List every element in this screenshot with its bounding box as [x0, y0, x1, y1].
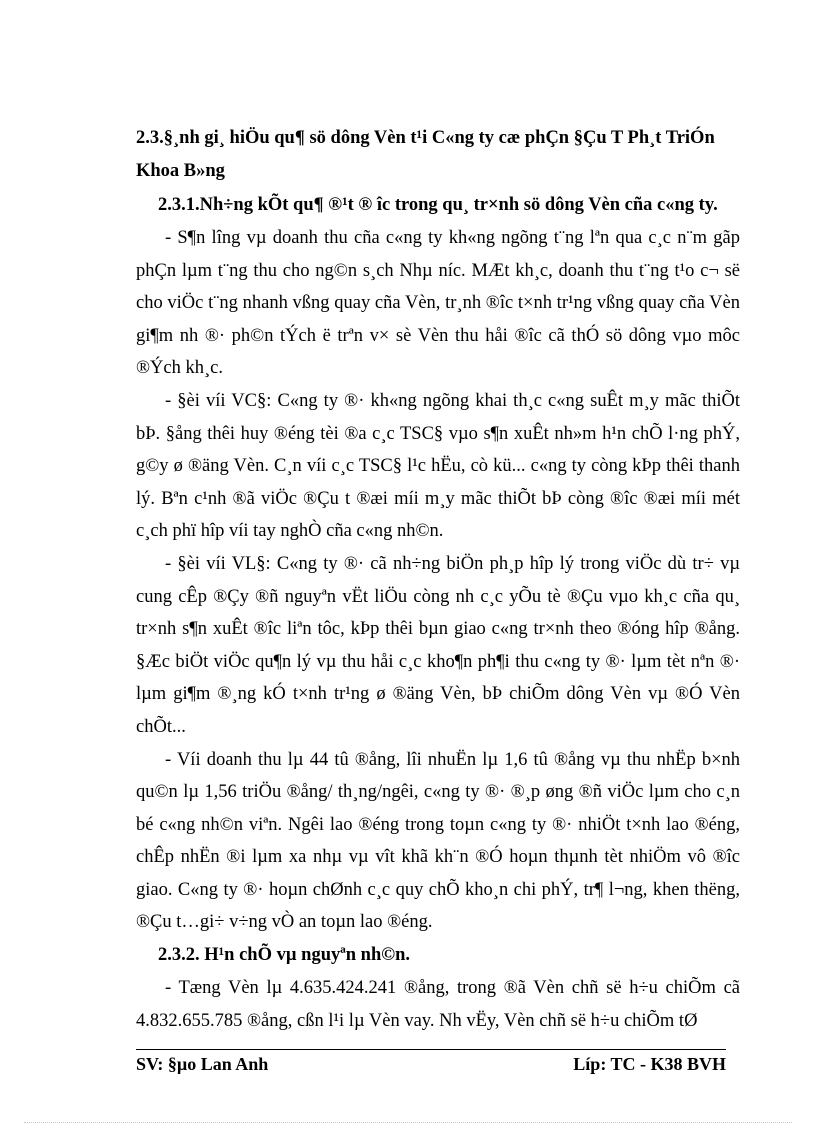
- document-body: [136, 122, 740, 1037]
- subsection-heading-results: 2.3.1.Nh÷ng kÕt qu¶ ®¹t ® îc trong qu¸ tr×nh sö dông Vèn cña c«ng ty.: [158, 195, 718, 215]
- paragraph-working-capital: - §èi víi VL§: C«ng ty ®· cã nh÷ng biÖn ph¸p hîp lý trong viÖc dù tr÷ vµ cung cÊp ®Çy ®ñ nguyªn vËt liÖu còng nh c¸c yÕu tè ®Çu vµo kh¸c cña qu¸ tr×nh s¶n xuÊt ®îc liªn tôc, kÞp thêi bµn giao c«ng tr×nh theo ®óng hîp ®ång. §Æc biÖt viÖc qu¶n lý vµ thu håi c¸c kho¶n ph¶i thu c«ng ty ®· lµm tèt nªn ®· lµm gi¶m ®¸ng kÓ t×nh tr¹ng ø ®äng Vèn, bÞ chiÕm dông Vèn vµ ®Ó Vèn chÕt...: [136, 553, 740, 737]
- paragraph-profit: - Víi doanh thu lµ 44 tû ®ång, lîi nhuËn lµ 1,6 tû ®ång vµ thu nhËp b×nh qu©n lµ 1,56 triÖu ®ång/ th¸ng/ngêi, c«ng ty ®· ®¸p øng ®ñ viÖc lµm cho c¸n bé c«ng nh©n viªn. Ngêi lao ®éng trong toµn c«ng ty ®· nhiÖt t×nh lao ®éng, chÊp nhËn ®i lµm xa nhµ vµ vît khã kh¨n ®Ó hoµn thµnh tèt nhiÖm vô ®îc giao. C«ng ty ®· hoµn chØnh c¸c quy chÕ kho¸n chi phÝ, tr¶ l¬ng, khen thëng, ®Çu t…gi÷ v÷ng vÒ an toµn lao ®éng.: [136, 749, 740, 933]
- footer-student: SV: §µo Lan Anh: [136, 1054, 269, 1074]
- subsection-heading-limitations: 2.3.2. H¹n chÕ vµ nguyªn nh©n.: [158, 945, 410, 966]
- paragraph-revenue: - S¶n lîng vµ doanh thu cña c«ng ty kh«ng ngõng t¨ng lªn qua c¸c n¨m gãp phÇn lµm t¨ng thu cho ng©n s¸ch Nhµ níc. MÆt kh¸c, doanh thu t¨ng t¹o c¬ së cho viÖc t¨ng nhanh vßng quay cña Vèn, tr¸nh ®îc t×nh tr¹ng vßng quay cña Vèn gi¶m nh ®· ph©n tÝch ë trªn v× sè Vèn thu håi ®îc cã thÓ sö dông vµo môc ®Ých kh¸c.: [136, 228, 740, 379]
- footer-divider: [136, 1049, 726, 1050]
- section-heading: 2.3.§¸nh gi¸ hiÖu qu¶ sö dông Vèn t¹i C«ng ty cæ phÇn §Çu T Ph¸t TriÓn Khoa B»ng: [136, 128, 715, 181]
- paragraph-total-capital: - Tæng Vèn lµ 4.635.424.241 ®ång, trong ®ã Vèn chñ së h÷u chiÕm cã 4.832.655.785 ®ång, cßn l¹i lµ Vèn vay. Nh vËy, Vèn chñ së h÷u chiÕm tØ: [136, 978, 740, 1031]
- footer-class: Líp: TC - K38 BVH: [573, 1054, 726, 1074]
- paragraph-fixed-capital: - §èi víi VC§: C«ng ty ®· kh«ng ngõng khai th¸c c«ng suÊt m¸y mãc thiÕt bÞ. §ång thêi huy ®éng tèi ®a c¸c TSC§ vµo s¶n xuÊt nh»m h¹n chÕ l·ng phÝ, g©y ø ®äng Vèn. C¸n víi c¸c TSC§ l¹c hËu, cò kü... c«ng ty còng kÞp thêi thanh lý. Bªn c¹nh ®ã viÖc ®Çu t ®æi míi m¸y mãc thiÕt bÞ còng ®îc ®æi míi mét c¸ch phï hîp víi tay nghÒ cña c«ng nh©n.: [136, 390, 740, 542]
- page-footer: [136, 1052, 726, 1076]
